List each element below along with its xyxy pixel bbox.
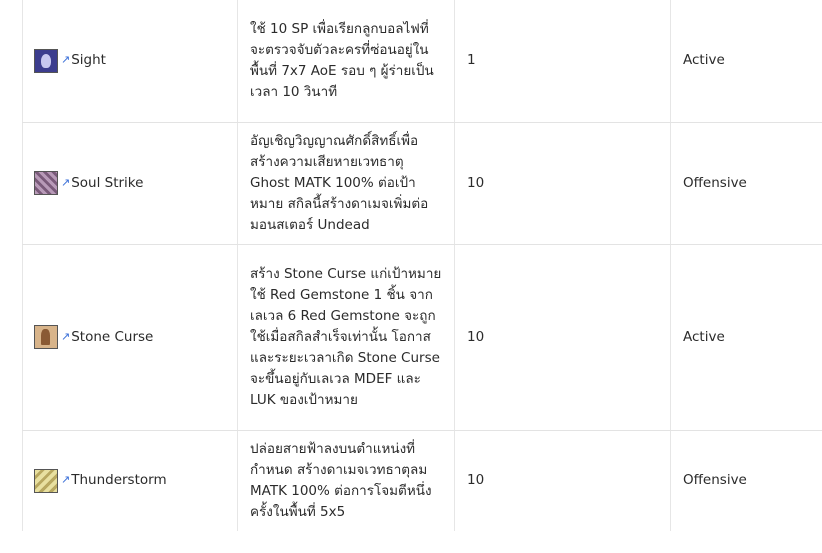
- skill-name-link[interactable]: Thunderstorm: [71, 472, 167, 488]
- skill-description-cell: [238, 122, 455, 244]
- skill-level-cell: 1: [455, 0, 671, 122]
- table-row: [23, 122, 822, 244]
- skill-description: ปล่อยสายฟ้าลงบนตำแหน่งที่กำหนด สร้างดาเมจเวทธาตุลม MATK 100% ต่อการโจมตีหนึ่งครั้งในพื้นที่ 5x5: [250, 440, 432, 520]
- table-row: [23, 244, 822, 430]
- skill-description: สร้าง Stone Curse แก่เป้าหมาย ใช้ Red Gemstone 1 ชิ้น จากเลเวล 6 Red Gemstone จะถูกใช้เมื่อสกิลสำเร็จเท่านั้น โอกาสและระยะเวลาเกิด Stone Curse จะขึ้นอยู่กับเลเวล MDEF และ LUK ของเป้าหมาย: [250, 265, 442, 408]
- table-row: [23, 430, 822, 531]
- skill-description: ใช้ 10 SP เพื่อเรียกลูกบอลไฟที่จะตรวจจับตัวละครที่ซ่อนอยู่ในพื้นที่ 7x7 AoE รอบ ๆ ผู้ร่ายเป็นเวลา 10 วินาที: [250, 20, 434, 100]
- skill-level-cell: 10: [455, 430, 671, 531]
- skill-description-cell: [238, 244, 455, 430]
- skill-name-cell: [23, 430, 238, 531]
- external-link-icon[interactable]: ↗: [61, 53, 71, 67]
- stone-curse-skill-icon: [34, 325, 58, 349]
- sight-skill-icon: [34, 49, 58, 73]
- skill-name-cell: [23, 0, 238, 122]
- skill-name-cell: [23, 244, 238, 430]
- skill-type-cell: Offensive: [671, 430, 822, 531]
- external-link-icon[interactable]: ↗: [61, 329, 71, 343]
- table-row: [23, 0, 822, 122]
- soul-strike-skill-icon: [34, 171, 58, 195]
- skill-type-cell: Active: [671, 244, 822, 430]
- skill-level-cell: 10: [455, 244, 671, 430]
- skill-description-cell: [238, 0, 455, 122]
- skill-name-cell: [23, 122, 238, 244]
- skill-type-cell: Offensive: [671, 122, 822, 244]
- skill-name-link[interactable]: Stone Curse: [71, 328, 154, 345]
- external-link-icon[interactable]: ↗: [61, 473, 71, 486]
- thunderstorm-skill-icon: [34, 469, 58, 493]
- skill-name-link[interactable]: Soul Strike: [71, 174, 144, 191]
- skill-description: อัญเชิญวิญญาณศักดิ์สิทธิ์เพื่อสร้างความเสียหายเวทธาตุ Ghost MATK 100% ต่อเป้าหมาย สกิลนี้สร้างดาเมจเพิ่มต่อมอนสเตอร์ Undead: [250, 132, 429, 233]
- skill-name-link[interactable]: Sight: [71, 52, 106, 69]
- skill-level-cell: 10: [455, 122, 671, 244]
- skill-description-cell: [238, 430, 455, 531]
- external-link-icon[interactable]: ↗: [61, 175, 71, 189]
- skill-type-cell: Active: [671, 0, 822, 122]
- skills-table: [22, 0, 822, 531]
